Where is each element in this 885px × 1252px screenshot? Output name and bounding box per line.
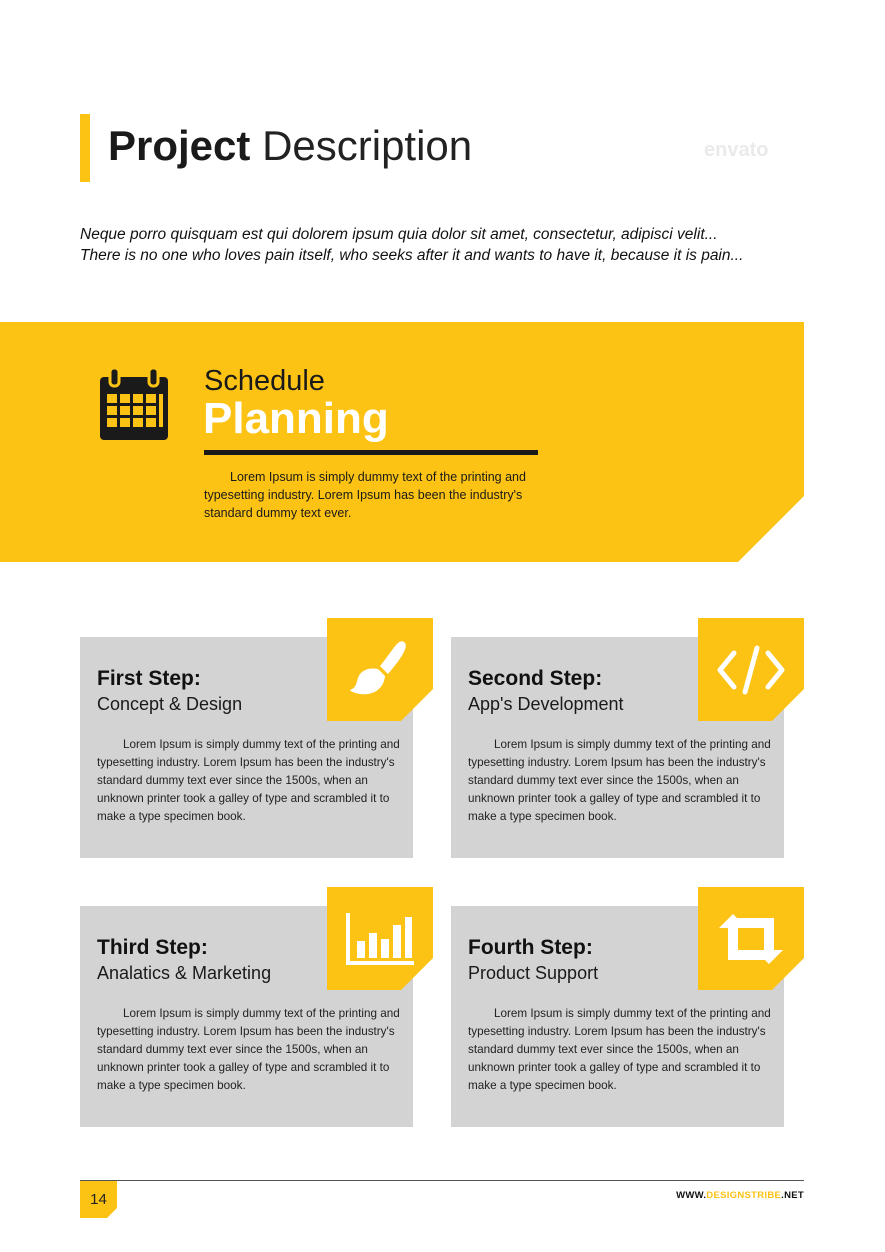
site-accent: DESIGNSTRIBE [706, 1190, 782, 1201]
intro-line: Neque porro quisquam est qui dolorem ipsum quia dolor sit amet, consectetur, adipisci velit... [80, 226, 718, 243]
step-description: Lorem Ipsum is simply dummy text of the printing and typesetting industry. Lorem Ipsum has been the industry's standard dummy text ever since the 1500s, when an unknown printer took a galley of type and scrambled it to make a type specimen book. [97, 1007, 400, 1092]
step-icon-tab [327, 887, 433, 990]
site-suffix: .NET [781, 1190, 804, 1201]
step-icon-tab [698, 887, 804, 990]
step-icon-tab [327, 618, 433, 721]
step-title: Third Step: [97, 936, 208, 959]
retweet-icon [698, 887, 804, 990]
step-title: Fourth Step: [468, 936, 593, 959]
schedule-divider [204, 450, 538, 455]
page-title [108, 118, 472, 174]
step-title: Second Step: [468, 667, 603, 690]
step-subtitle: Concept & Design [97, 694, 243, 714]
step-icon-tab [698, 618, 804, 721]
step-subtitle: Product Support [468, 963, 599, 983]
footer-website [600, 1190, 804, 1201]
bar-chart-icon [327, 887, 433, 990]
calendar-icon [98, 368, 170, 442]
title-accent-bar [80, 114, 90, 182]
step-subtitle: App's Development [468, 694, 624, 714]
watermark: envato [704, 139, 769, 161]
step-description: Lorem Ipsum is simply dummy text of the printing and typesetting industry. Lorem Ipsum has been the industry's standard dummy text ever since the 1500s, when an unknown printer took a galley of type and scrambled it to make a type specimen book. [468, 738, 771, 823]
footer-divider [80, 1180, 804, 1181]
code-icon [698, 618, 804, 721]
step-description: Lorem Ipsum is simply dummy text of the printing and typesetting industry. Lorem Ipsum has been the industry's standard dummy text ever since the 1500s, when an unknown printer took a galley of type and scrambled it to make a type specimen book. [468, 1007, 771, 1092]
page-number: 14 [90, 1191, 107, 1208]
schedule-heading-small: Schedule [204, 365, 325, 397]
schedule-heading-big: Planning [203, 394, 389, 443]
step-description: Lorem Ipsum is simply dummy text of the printing and typesetting industry. Lorem Ipsum has been the industry's standard dummy text ever since the 1500s, when an unknown printer took a galley of type and scrambled it to make a type specimen book. [97, 738, 400, 823]
schedule-description: Lorem Ipsum is simply dummy text of the printing and typesetting industry. Lorem Ipsum has been the industry's standard dummy text ever. [204, 470, 526, 520]
intro-line: There is no one who loves pain itself, who seeks after it and wants to have it, because it is pain... [80, 247, 744, 264]
page-number-badge [80, 1181, 117, 1218]
site-prefix: WWW. [676, 1190, 707, 1201]
page-title-bold: Project [108, 122, 251, 169]
page-title-light: Description [262, 122, 473, 169]
intro-text [80, 224, 810, 266]
step-title: First Step: [97, 667, 201, 690]
paintbrush-icon [327, 618, 433, 721]
step-subtitle: Analatics & Marketing [97, 963, 272, 983]
